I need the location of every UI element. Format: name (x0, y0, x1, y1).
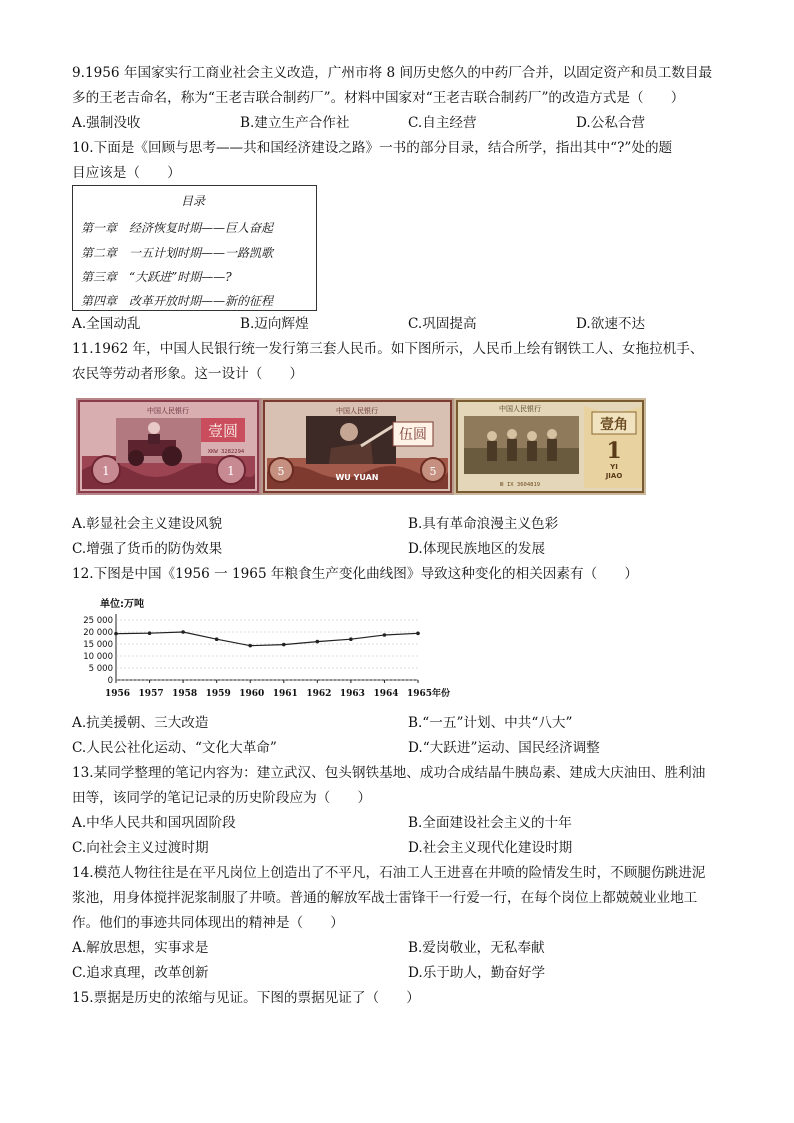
chart-series-line (116, 632, 418, 646)
q9-option-d[interactable]: D.公私合营 (576, 115, 646, 131)
q10-option-b[interactable]: B.迈向辉煌 (240, 316, 309, 332)
banknote-jiao-pinyin-2: JIAO (605, 472, 623, 480)
chart-y-tick-label: 25 000 (83, 616, 113, 626)
banknote-1-serial: XKW 3282294 (207, 449, 245, 455)
q14-stem-line3: 作。他们的事迹共同体现出的精神是（ ） (72, 915, 344, 931)
q13-option-d[interactable]: D.社会主义现代化建设时期 (408, 840, 573, 856)
q13-option-c[interactable]: C.向社会主义过渡时期 (72, 840, 209, 856)
q12-option-b[interactable]: B.“一五”计划、中共“八大” (408, 715, 573, 731)
banknote-5-pinyin: WU YUAN (335, 473, 379, 482)
chart-x-tick-label: 1957 (138, 689, 164, 699)
chart-x-tick-label: 1962 (306, 689, 332, 699)
chart-y-tick-label: 10 000 (83, 652, 113, 662)
q11-option-c[interactable]: C.增强了货币的防伪效果 (72, 541, 223, 557)
q10-option-a[interactable]: A.全国动乱 (72, 316, 141, 332)
q13-option-b[interactable]: B.全面建设社会主义的十年 (408, 815, 572, 831)
chart-x-tick-label: 1960 (239, 689, 265, 699)
banknote-5-denom: 伍圆 (399, 427, 427, 443)
chart-point-1959 (215, 637, 219, 641)
q11-stem-line1: 11.1962 年，中国人民银行统一发行第三套人民币。如下图所示，人民币上绘有钢铁工人、女拖拉机手、 (72, 341, 704, 357)
chart-x-tick-label: 1965年份 (407, 689, 451, 699)
q12-option-c[interactable]: C.人民公社化运动、“文化大革命” (72, 740, 277, 756)
chart-x-tick-label: 1956 (105, 689, 131, 699)
q14-option-d[interactable]: D.乐于助人，勤奋好学 (408, 965, 546, 981)
banknote-1-jiao-image (454, 398, 646, 495)
q15-stem-line1: 15.票据是历史的浓缩与见证。下图的票据见证了（ ） (72, 990, 420, 1006)
q10-stem-line2: 目应该是（ ） (72, 165, 181, 181)
q9-option-c[interactable]: C.自主经营 (408, 115, 477, 131)
chart-point-1960 (248, 644, 252, 648)
banknote-5-yuan (261, 398, 454, 495)
banknote-jiao-denom: 壹角 (600, 417, 628, 433)
toc-title: 目录 (181, 194, 206, 208)
chart-point-1963 (349, 637, 353, 641)
chart-y-tick-label: 5 000 (88, 664, 113, 674)
chart-unit-label: 单位:万吨 (100, 599, 144, 610)
q11-stem-line2: 农民等劳动者形象。这一设计（ ） (72, 366, 304, 382)
chart-point-1956 (114, 632, 118, 636)
banknote-5-bank: 中国人民银行 (336, 407, 378, 415)
toc-item-4: 第四章 改革开放时期——新的征程 (81, 294, 274, 308)
chart-point-1961 (282, 643, 286, 647)
q13-stem-line1: 13.某同学整理的笔记内容为：建立武汉、包头钢铁基地、成功合成结晶牛胰岛素、建成大庆油田、胜利油 (72, 765, 706, 781)
chart-point-1962 (316, 640, 320, 644)
banknote-1-denom: 壹圆 (207, 422, 239, 440)
q14-stem-line1: 14.模范人物往往是在平凡岗位上创造出了不平凡，石油工人王进喜在井喷的险情发生时，不顾腿伤跳进泥 (72, 865, 706, 881)
q10-option-d[interactable]: D.欲速不达 (576, 316, 646, 332)
chart-y-tick-label: 0 (107, 676, 113, 686)
chart-y-tick-label: 15 000 (83, 640, 113, 650)
toc-item-2: 第二章 一五计划时期——一路凯歌 (81, 246, 274, 260)
banknote-1-yuan (76, 398, 261, 495)
q11-option-a[interactable]: A.彰显社会主义建设风貌 (72, 516, 223, 532)
q10-stem-line1: 10.下面是《回顾与思考——共和国经济建设之路》一书的部分目录，结合所学，指出其中“?”处的题 (72, 140, 673, 156)
q9-option-b[interactable]: B.建立生产合作社 (240, 115, 350, 131)
banknote-jiao-bank: 中国人民银行 (499, 405, 541, 413)
banknote-jiao-pinyin-1: YI (610, 463, 618, 471)
q14-option-b[interactable]: B.爱岗敬业，无私奉献 (408, 940, 545, 956)
chart-point-1958 (181, 630, 185, 634)
q9-stem-line1: 9.1956 年国家实行工商业社会主义改造，广州市将 8 间历史悠久的中药厂合并，以固定资产和员工数目最 (72, 65, 713, 81)
q12-option-a[interactable]: A.抗美援朝、三大改造 (72, 715, 209, 731)
chart-x-tick-label: 1958 (172, 689, 198, 699)
banknote-5-numeral-right: 5 (429, 465, 437, 478)
banknote-jiao-serial: Ⅲ IX 3604819 (499, 482, 541, 488)
q14-stem-line2: 浆池，用身体搅拌泥浆制服了井喷。普通的解放军战士雷锋干一行爱一行，在每个岗位上都兢兢业业地工 (72, 890, 698, 906)
banknote-5-numeral-left: 5 (277, 465, 285, 478)
toc-box (72, 185, 317, 311)
q13-stem-line2: 田等，该同学的笔记记录的历史阶段应为（ ） (72, 790, 372, 806)
toc-item-1: 第一章 经济恢复时期——巨人奋起 (81, 221, 274, 235)
chart-point-1957 (148, 631, 152, 635)
chart-point-1964 (383, 633, 387, 637)
banknote-5-yuan-image (261, 398, 454, 495)
toc-item-3: 第三章 “大跃进”时期——? (81, 270, 232, 284)
banknote-1-bank: 中国人民银行 (147, 407, 189, 415)
q12-stem-line1: 12.下图是中国《1956 一 1965 年粮食生产变化曲线图》导致这种变化的相关因素有（ ） (72, 566, 638, 582)
banknote-1-numeral-right: 1 (227, 464, 235, 478)
chart-x-tick-label: 1959 (205, 689, 231, 699)
q10-option-c[interactable]: C.巩固提高 (408, 316, 477, 332)
q11-option-d[interactable]: D.体现民族地区的发展 (408, 541, 546, 557)
q14-option-a[interactable]: A.解放思想，实事求是 (72, 940, 209, 956)
chart-y-tick-label: 20 000 (83, 628, 113, 638)
chart-x-tick-label: 1963 (339, 689, 365, 699)
chart-x-tick-label: 1964 (373, 689, 399, 699)
banknote-1-yuan-image (76, 398, 261, 495)
q9-option-a[interactable]: A.强制没收 (72, 115, 141, 131)
q13-option-a[interactable]: A.中华人民共和国巩固阶段 (72, 815, 236, 831)
banknote-1-numeral-left: 1 (102, 464, 110, 478)
q14-option-c[interactable]: C.追求真理，改革创新 (72, 965, 209, 981)
chart-point-1965 (416, 632, 420, 636)
q9-stem-line2: 多的王老吉命名，称为“王老吉联合制药厂”。材料中国家对“王老吉联合制药厂”的改造方式是（ ） (72, 90, 685, 106)
banknote-1-jiao (454, 398, 646, 495)
chart-x-tick-label: 1961 (272, 689, 298, 699)
q11-option-b[interactable]: B.具有革命浪漫主义色彩 (408, 516, 559, 532)
banknote-jiao-numeral: 1 (606, 438, 622, 464)
q12-option-d[interactable]: D.“大跃进”运动、国民经济调整 (408, 740, 600, 756)
grain-production-chart (83, 592, 451, 704)
